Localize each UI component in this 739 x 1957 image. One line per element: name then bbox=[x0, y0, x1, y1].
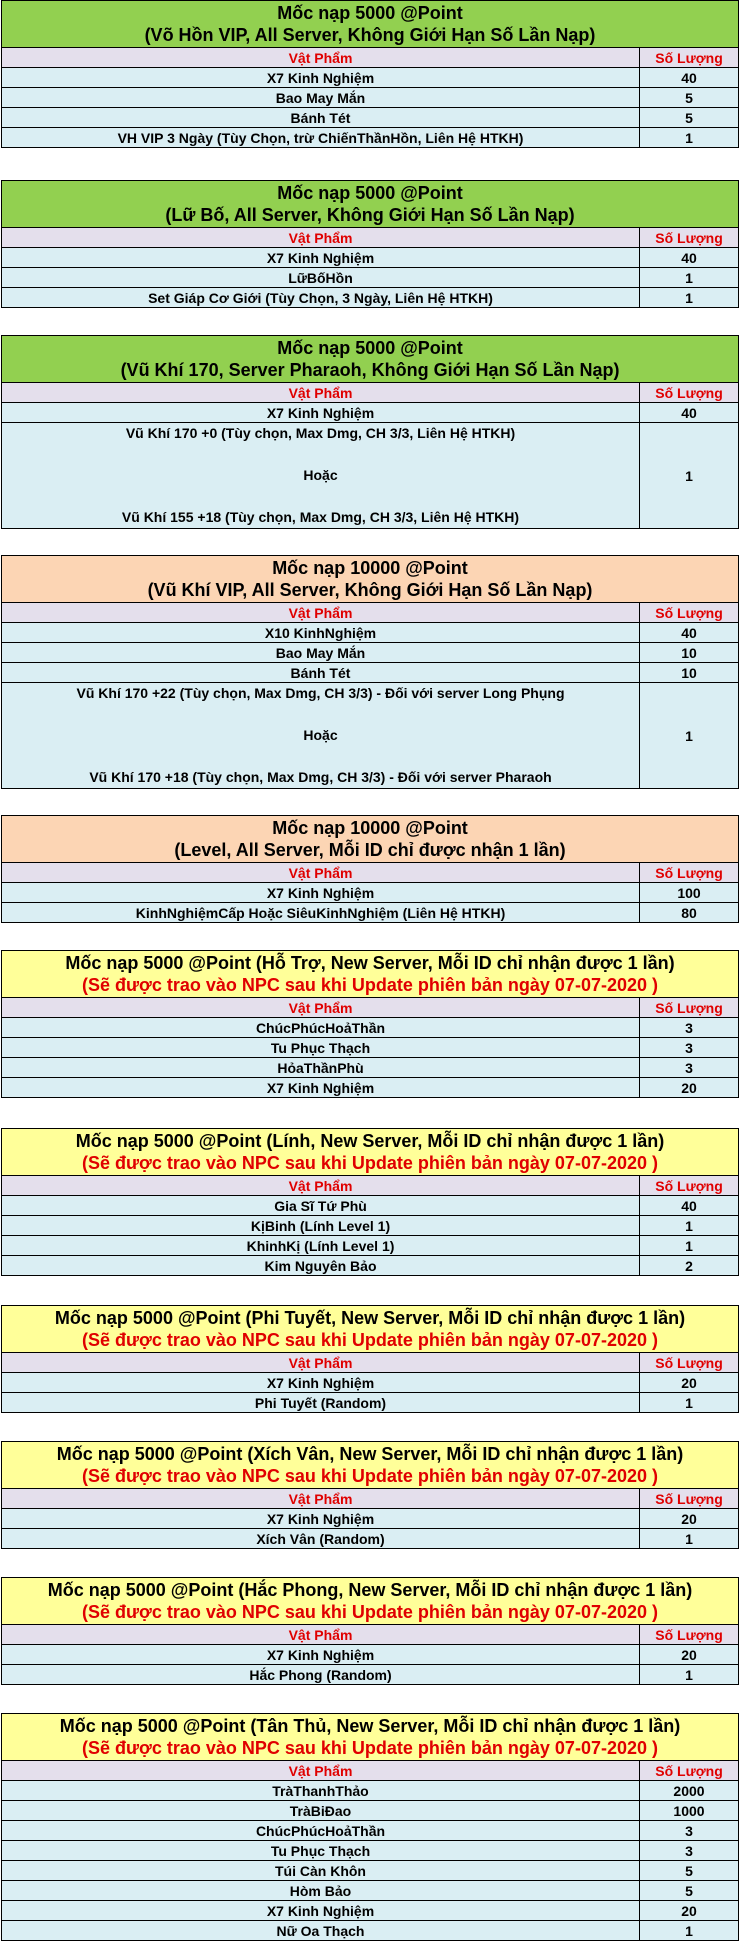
column-header-item: Vật Phẩm bbox=[2, 1625, 640, 1645]
item-cell bbox=[2, 683, 640, 789]
item-cell bbox=[2, 423, 640, 529]
qty-cell: 20 bbox=[640, 1901, 739, 1921]
table-row bbox=[2, 1529, 739, 1549]
table-header-row bbox=[2, 1353, 739, 1373]
item-line bbox=[4, 444, 637, 465]
qty-cell: 1 bbox=[640, 128, 739, 148]
column-header-qty: Số Lượng bbox=[640, 1625, 739, 1645]
column-header-item: Vật Phẩm bbox=[2, 383, 640, 403]
item-cell: X7 Kinh Nghiệm bbox=[2, 403, 640, 423]
table-title-row bbox=[2, 1, 739, 48]
item-line: Vũ Khí 170 +0 (Tùy chọn, Max Dmg, CH 3/3, Liên Hệ HTKH) bbox=[125, 425, 516, 441]
item-cell: X10 KinhNghiệm bbox=[2, 623, 640, 643]
table-row bbox=[2, 1781, 739, 1801]
column-header-qty: Số Lượng bbox=[640, 863, 739, 883]
qty-cell: 1000 bbox=[640, 1801, 739, 1821]
qty-cell: 100 bbox=[640, 883, 739, 903]
table-title-row bbox=[2, 336, 739, 383]
item-cell: Phi Tuyết (Random) bbox=[2, 1393, 640, 1413]
table-title: Mốc nạp 5000 @Point bbox=[277, 183, 463, 203]
column-header-item: Vật Phẩm bbox=[2, 1176, 640, 1196]
item-cell: Bao May Mắn bbox=[2, 88, 640, 108]
qty-cell: 10 bbox=[640, 643, 739, 663]
qty-cell: 3 bbox=[640, 1058, 739, 1078]
qty-cell: 5 bbox=[640, 1861, 739, 1881]
reward-table bbox=[1, 555, 739, 789]
item-cell: KhinhKị (Lính Level 1) bbox=[2, 1236, 640, 1256]
table-row bbox=[2, 88, 739, 108]
qty-cell: 3 bbox=[640, 1821, 739, 1841]
qty-cell: 1 bbox=[640, 288, 739, 308]
table-row bbox=[2, 1078, 739, 1098]
item-cell: TràThanhThảo bbox=[2, 1781, 640, 1801]
column-header-qty: Số Lượng bbox=[640, 48, 739, 68]
qty-cell: 1 bbox=[640, 1665, 739, 1685]
table-row bbox=[2, 1196, 739, 1216]
table-title-row bbox=[2, 1442, 739, 1489]
item-line bbox=[4, 746, 637, 767]
table-title-row bbox=[2, 1306, 739, 1353]
table-subtitle: (Sẽ được trao vào NPC sau khi Update phiên bản ngày 07-07-2020 ) bbox=[82, 1602, 658, 1622]
qty-cell: 1 bbox=[640, 268, 739, 288]
table-row bbox=[2, 1801, 739, 1821]
reward-table bbox=[1, 815, 739, 923]
qty-cell: 40 bbox=[640, 1196, 739, 1216]
item-line: Hoặc bbox=[303, 467, 338, 483]
item-cell: Hòm Bảo bbox=[2, 1881, 640, 1901]
table-title-cell bbox=[2, 1578, 739, 1625]
column-header-qty: Số Lượng bbox=[640, 998, 739, 1018]
table-title-row bbox=[2, 181, 739, 228]
item-cell: X7 Kinh Nghiệm bbox=[2, 1645, 640, 1665]
table-title: Mốc nạp 5000 @Point bbox=[277, 3, 463, 23]
column-header-item: Vật Phẩm bbox=[2, 1353, 640, 1373]
table-subtitle: (Level, All Server, Mỗi ID chỉ được nhận 1 lần) bbox=[174, 840, 566, 860]
item-cell: Hắc Phong (Random) bbox=[2, 1665, 640, 1685]
table-row bbox=[2, 288, 739, 308]
column-header-item: Vật Phẩm bbox=[2, 228, 640, 248]
item-line: Vũ Khí 170 +18 (Tùy chọn, Max Dmg, CH 3/3) - Đối với server Pharaoh bbox=[89, 769, 552, 785]
table-row bbox=[2, 1881, 739, 1901]
reward-table bbox=[1, 1713, 739, 1941]
item-line: Hoặc bbox=[303, 727, 338, 743]
table-title-row bbox=[2, 816, 739, 863]
column-header-item: Vật Phẩm bbox=[2, 998, 640, 1018]
table-subtitle: (Sẽ được trao vào NPC sau khi Update phiên bản ngày 07-07-2020 ) bbox=[82, 1153, 658, 1173]
qty-cell: 40 bbox=[640, 248, 739, 268]
table-header-row bbox=[2, 1176, 739, 1196]
item-cell: VH VIP 3 Ngày (Tùy Chọn, trừ ChiếnThầnHồn, Liên Hệ HTKH) bbox=[2, 128, 640, 148]
qty-cell: 10 bbox=[640, 663, 739, 683]
table-row bbox=[2, 1821, 739, 1841]
table-header-row bbox=[2, 383, 739, 403]
qty-cell: 2 bbox=[640, 1256, 739, 1276]
qty-cell: 80 bbox=[640, 903, 739, 923]
qty-cell: 1 bbox=[640, 1236, 739, 1256]
table-title: Mốc nạp 5000 @Point (Phi Tuyết, New Server, Mỗi ID chỉ nhận được 1 lần) bbox=[54, 1308, 686, 1328]
table-title: Mốc nạp 5000 @Point bbox=[277, 338, 463, 358]
qty-cell: 3 bbox=[640, 1038, 739, 1058]
table-title-row bbox=[2, 1578, 739, 1625]
item-cell: Set Giáp Cơ Giới (Tùy Chọn, 3 Ngày, Liên Hệ HTKH) bbox=[2, 288, 640, 308]
table-title-row bbox=[2, 1129, 739, 1176]
table-row bbox=[2, 1841, 739, 1861]
table-row bbox=[2, 1393, 739, 1413]
table-header-row bbox=[2, 48, 739, 68]
table-subtitle: (Vũ Khí VIP, All Server, Không Giới Hạn Số Lần Nạp) bbox=[147, 580, 593, 600]
qty-cell: 3 bbox=[640, 1841, 739, 1861]
item-cell: Tu Phục Thạch bbox=[2, 1038, 640, 1058]
item-cell: KinhNghiệmCấp Hoặc SiêuKinhNghiệm (Liên Hệ HTKH) bbox=[2, 903, 640, 923]
table-header-row bbox=[2, 1761, 739, 1781]
column-header-qty: Số Lượng bbox=[640, 1353, 739, 1373]
column-header-qty: Số Lượng bbox=[640, 1761, 739, 1781]
qty-cell: 20 bbox=[640, 1645, 739, 1665]
table-header-row bbox=[2, 603, 739, 623]
column-header-item: Vật Phẩm bbox=[2, 863, 640, 883]
column-header-qty: Số Lượng bbox=[640, 228, 739, 248]
table-title-cell bbox=[2, 951, 739, 998]
table-subtitle: (Sẽ được trao vào NPC sau khi Update phiên bản ngày 07-07-2020 ) bbox=[82, 975, 658, 995]
table-title: Mốc nạp 5000 @Point (Hỗ Trợ, New Server, Mỗi ID chỉ nhận được 1 lần) bbox=[65, 953, 675, 973]
table-title-row bbox=[2, 951, 739, 998]
item-cell: Túi Càn Khôn bbox=[2, 1861, 640, 1881]
table-header-row bbox=[2, 863, 739, 883]
column-header-item: Vật Phẩm bbox=[2, 1489, 640, 1509]
table-header-row bbox=[2, 998, 739, 1018]
column-header-qty: Số Lượng bbox=[640, 383, 739, 403]
item-cell: Nữ Oa Thạch bbox=[2, 1921, 640, 1941]
column-header-qty: Số Lượng bbox=[640, 1489, 739, 1509]
qty-cell: 20 bbox=[640, 1078, 739, 1098]
column-header-qty: Số Lượng bbox=[640, 603, 739, 623]
item-line: Vũ Khí 155 +18 (Tùy chọn, Max Dmg, CH 3/3, Liên Hệ HTKH) bbox=[121, 509, 520, 525]
item-cell: Bánh Tét bbox=[2, 108, 640, 128]
item-cell: ChúcPhúcHoảThần bbox=[2, 1018, 640, 1038]
table-header-row bbox=[2, 1625, 739, 1645]
table-row bbox=[2, 1038, 739, 1058]
table-row bbox=[2, 1216, 739, 1236]
item-cell: X7 Kinh Nghiệm bbox=[2, 883, 640, 903]
reward-table bbox=[1, 0, 739, 148]
item-line bbox=[4, 704, 637, 725]
table-title-cell bbox=[2, 1714, 739, 1761]
table-row bbox=[2, 268, 739, 288]
qty-cell: 2000 bbox=[640, 1781, 739, 1801]
column-header-item: Vật Phẩm bbox=[2, 603, 640, 623]
table-row bbox=[2, 248, 739, 268]
column-header-item: Vật Phẩm bbox=[2, 48, 640, 68]
qty-cell: 3 bbox=[640, 1018, 739, 1038]
table-title-row bbox=[2, 1714, 739, 1761]
qty-cell: 5 bbox=[640, 1881, 739, 1901]
qty-cell: 5 bbox=[640, 108, 739, 128]
table-title: Mốc nạp 10000 @Point bbox=[272, 818, 468, 838]
table-row bbox=[2, 1901, 739, 1921]
qty-cell: 40 bbox=[640, 403, 739, 423]
item-cell: X7 Kinh Nghiệm bbox=[2, 68, 640, 88]
table-row bbox=[2, 1018, 739, 1038]
item-cell: X7 Kinh Nghiệm bbox=[2, 1901, 640, 1921]
reward-table bbox=[1, 1305, 739, 1413]
item-cell: X7 Kinh Nghiệm bbox=[2, 1373, 640, 1393]
qty-cell: 1 bbox=[640, 423, 739, 529]
table-title-cell bbox=[2, 336, 739, 383]
qty-cell: 40 bbox=[640, 623, 739, 643]
table-row bbox=[2, 643, 739, 663]
table-row bbox=[2, 1509, 739, 1529]
table-row bbox=[2, 663, 739, 683]
table-title: Mốc nạp 5000 @Point (Tân Thủ, New Server, Mỗi ID chỉ nhận được 1 lần) bbox=[59, 1716, 681, 1736]
table-subtitle: (Sẽ được trao vào NPC sau khi Update phiên bản ngày 07-07-2020 ) bbox=[82, 1466, 658, 1486]
qty-cell: 20 bbox=[640, 1509, 739, 1529]
item-cell: HỏaThầnPhù bbox=[2, 1058, 640, 1078]
table-row bbox=[2, 68, 739, 88]
item-cell: Bánh Tét bbox=[2, 663, 640, 683]
table-row bbox=[2, 108, 739, 128]
qty-cell: 1 bbox=[640, 1216, 739, 1236]
table-title-cell bbox=[2, 1, 739, 48]
table-title-cell bbox=[2, 1442, 739, 1489]
table-row bbox=[2, 903, 739, 923]
table-row bbox=[2, 423, 739, 529]
table-title-cell bbox=[2, 181, 739, 228]
table-subtitle: (Lữ Bố, All Server, Không Giới Hạn Số Lần Nạp) bbox=[165, 205, 575, 225]
table-subtitle: (Sẽ được trao vào NPC sau khi Update phiên bản ngày 07-07-2020 ) bbox=[82, 1330, 658, 1350]
reward-table bbox=[1, 180, 739, 308]
table-row bbox=[2, 1861, 739, 1881]
item-cell: Xích Vân (Random) bbox=[2, 1529, 640, 1549]
item-cell: TràBiĐao bbox=[2, 1801, 640, 1821]
reward-table bbox=[1, 1441, 739, 1549]
table-row bbox=[2, 128, 739, 148]
reward-table bbox=[1, 1577, 739, 1685]
table-title-row bbox=[2, 556, 739, 603]
table-row bbox=[2, 1921, 739, 1941]
table-title: Mốc nạp 10000 @Point bbox=[272, 558, 468, 578]
table-row bbox=[2, 623, 739, 643]
table-title: Mốc nạp 5000 @Point (Hắc Phong, New Server, Mỗi ID chỉ nhận được 1 lần) bbox=[47, 1580, 693, 1600]
qty-cell: 1 bbox=[640, 1393, 739, 1413]
table-title-cell bbox=[2, 556, 739, 603]
table-title-cell bbox=[2, 1306, 739, 1353]
table-title: Mốc nạp 5000 @Point (Xích Vân, New Server, Mỗi ID chỉ nhận được 1 lần) bbox=[56, 1444, 684, 1464]
table-subtitle: (Sẽ được trao vào NPC sau khi Update phiên bản ngày 07-07-2020 ) bbox=[82, 1738, 658, 1758]
column-header-qty: Số Lượng bbox=[640, 1176, 739, 1196]
table-row bbox=[2, 683, 739, 789]
qty-cell: 40 bbox=[640, 68, 739, 88]
item-cell: KịBinh (Lính Level 1) bbox=[2, 1216, 640, 1236]
table-subtitle: (Võ Hồn VIP, All Server, Không Giới Hạn Số Lần Nạp) bbox=[144, 25, 596, 45]
table-row bbox=[2, 1665, 739, 1685]
table-row bbox=[2, 1236, 739, 1256]
item-cell: Tu Phục Thạch bbox=[2, 1841, 640, 1861]
item-line bbox=[4, 486, 637, 507]
item-cell: LữBốHồn bbox=[2, 268, 640, 288]
table-row bbox=[2, 1645, 739, 1665]
item-cell: Kim Nguyên Bảo bbox=[2, 1256, 640, 1276]
item-cell: Gia Sĩ Tứ Phù bbox=[2, 1196, 640, 1216]
column-header-item: Vật Phẩm bbox=[2, 1761, 640, 1781]
table-header-row bbox=[2, 228, 739, 248]
reward-table bbox=[1, 950, 739, 1098]
item-line: Vũ Khí 170 +22 (Tùy chọn, Max Dmg, CH 3/3) - Đối với server Long Phụng bbox=[76, 685, 565, 701]
item-cell: Bao May Mắn bbox=[2, 643, 640, 663]
table-row bbox=[2, 403, 739, 423]
table-row bbox=[2, 1373, 739, 1393]
reward-table bbox=[1, 1128, 739, 1276]
table-title-cell bbox=[2, 1129, 739, 1176]
table-row bbox=[2, 1256, 739, 1276]
table-title-cell bbox=[2, 816, 739, 863]
reward-table bbox=[1, 335, 739, 529]
qty-cell: 1 bbox=[640, 1921, 739, 1941]
item-cell: X7 Kinh Nghiệm bbox=[2, 1078, 640, 1098]
qty-cell: 1 bbox=[640, 683, 739, 789]
qty-cell: 1 bbox=[640, 1529, 739, 1549]
table-row bbox=[2, 883, 739, 903]
item-cell: X7 Kinh Nghiệm bbox=[2, 1509, 640, 1529]
qty-cell: 20 bbox=[640, 1373, 739, 1393]
table-subtitle: (Vũ Khí 170, Server Pharaoh, Không Giới Hạn Số Lần Nạp) bbox=[120, 360, 620, 380]
table-title: Mốc nạp 5000 @Point (Lính, New Server, Mỗi ID chỉ nhận được 1 lần) bbox=[75, 1131, 665, 1151]
table-header-row bbox=[2, 1489, 739, 1509]
table-row bbox=[2, 1058, 739, 1078]
item-cell: X7 Kinh Nghiệm bbox=[2, 248, 640, 268]
qty-cell: 5 bbox=[640, 88, 739, 108]
item-cell: ChúcPhúcHoảThần bbox=[2, 1821, 640, 1841]
